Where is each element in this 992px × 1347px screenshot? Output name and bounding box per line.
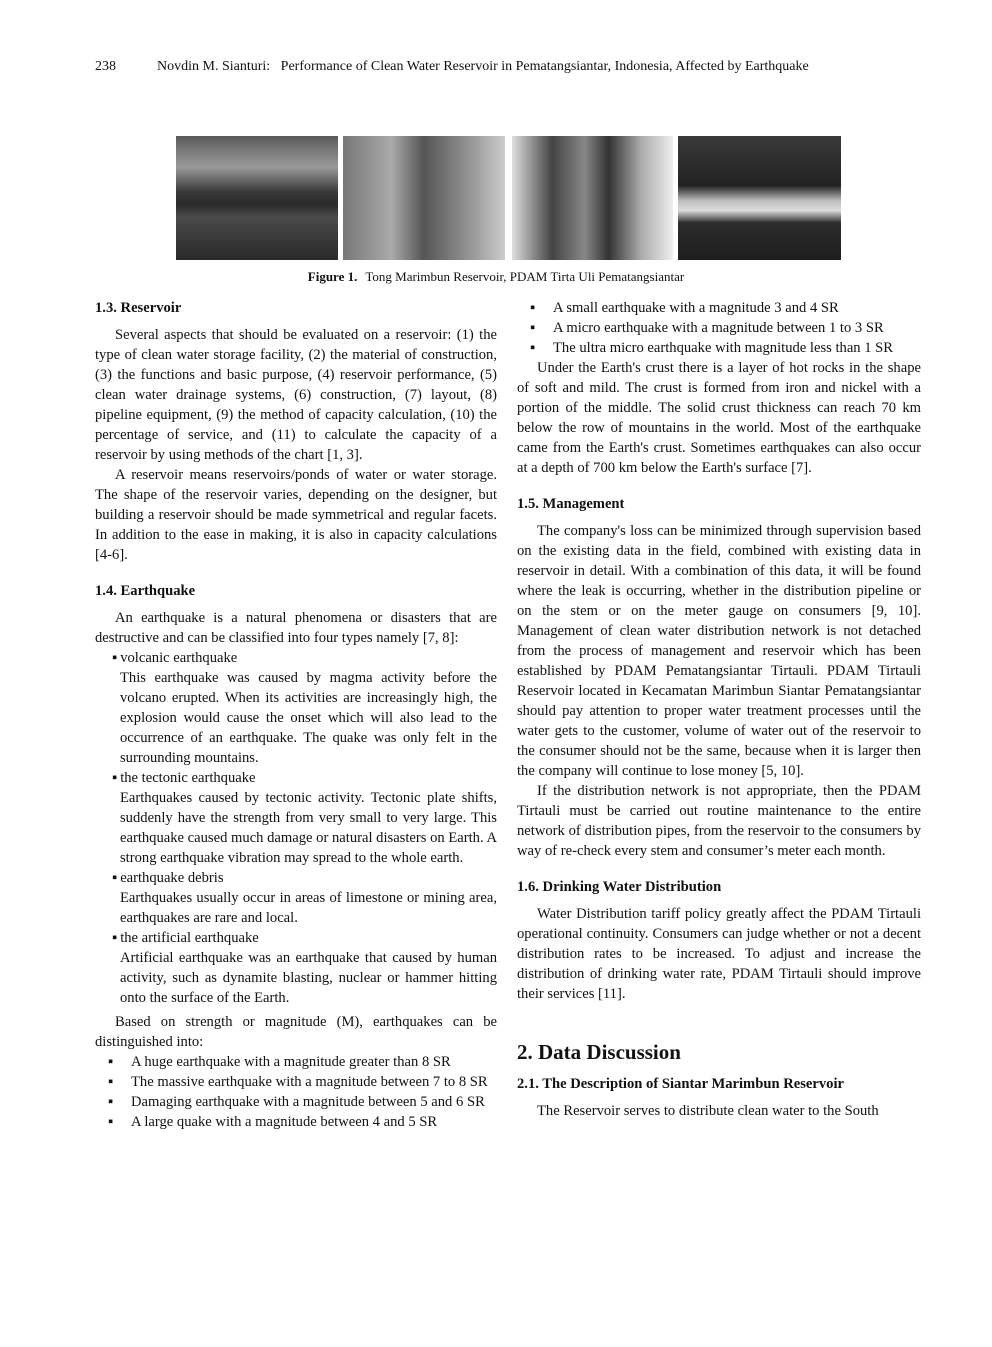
paragraph: The company's loss can be minimized through supervision based on the existing data in the field, combined with existing data in reservoir in detail. With a combination of this data, it will be found where the leak is occurring, whether in the distribution pipeline or on the stem or on the meter gauge on consumers [9, 10]. Management of clean water distribution network is not detached from the process of management and reservoir which has been established by PDAM Pematangsiantar Tirtauli. PDAM Tirtauli Reservoir located in Kecamatan Marimbun Siantar Pematangsiantar should pay attention to proper water treatment processes until the water gets to the customer, volume of water out of the reservoir to the consumer should not be the same, because when it is larger then the company will continue to lose money [5, 10].	[517, 523, 921, 779]
list-item-text: Artificial earthquake was an earthquake that caused by human activity, such as dynamite blasting, nuclear or hammer hitting onto the surface of the Earth.	[120, 950, 497, 1006]
earthquake-types-list	[120, 648, 497, 1008]
list-item-label: ▪ volcanic earthquake	[112, 648, 497, 668]
list-item-text: Earthquakes usually occur in areas of limestone or mining area, earthquakes are rare and local.	[120, 890, 497, 926]
figure-caption	[0, 269, 992, 285]
right-column	[517, 298, 921, 1121]
list-item-label: ▪ earthquake debris	[112, 868, 497, 888]
photo-reservoir-facility	[678, 136, 841, 260]
list-item-label: ▪ the tectonic earthquake	[112, 768, 497, 788]
figure-caption-text: Tong Marimbun Reservoir, PDAM Tirta Uli Pematangsiantar	[365, 269, 685, 284]
section-heading: 2.1. The Description of Siantar Marimbun Reservoir	[517, 1076, 844, 1092]
figure-1	[176, 136, 841, 260]
section-heading: 1.6. Drinking Water Distribution	[517, 879, 722, 895]
paragraph: If the distribution network is not appropriate, then the PDAM Tirtauli must be carried out routine maintenance to the entire network of distribution pipes, from the reservoir to the consumers by way of re-check every stem and consumer’s meter each month.	[517, 783, 921, 859]
figure-label: Figure 1.	[307, 269, 358, 284]
paragraph: A reservoir means reservoirs/ponds of water or water storage. The shape of the reservoir varies, depending on the designer, but building a reservoir should be made symmetrical and regular facets. In addition to the ease in making, it is also in capacity calculations [4-6].	[95, 467, 497, 563]
section-heading: 1.5. Management	[517, 496, 625, 512]
list-item-text: This earthquake was caused by magma activity before the volcano erupted. When its activities are increasingly high, the explosion would cause the onset which will also lead to the occurrence of an earthquake. The quake was only felt in the surrounding mountains.	[120, 670, 497, 766]
paragraph: An earthquake is a natural phenomena or disasters that are destructive and can be classified into four types namely [7, 8]:	[95, 610, 497, 646]
list-item: ▪ The ultra micro earthquake with magnitude less than 1 SR	[553, 338, 921, 358]
photo-reservoir-building	[343, 136, 505, 260]
list-item: ▪ A small earthquake with a magnitude 3 and 4 SR	[553, 298, 921, 318]
paragraph: Based on strength or magnitude (M), earthquakes can be distinguished into:	[95, 1014, 497, 1050]
paragraph: Several aspects that should be evaluated on a reservoir: (1) the type of clean water storage facility, (2) the material of construction, (3) the functions and basic purpose, (4) reservoir performance, (5) clean water drainage systems, (6) construction, (7) layout, (8) pipeline equipment, (9) the method of capacity calculation, (10) the percentage of service, and (11) to calculate the capacity of a reservoir by using methods of the chart [1, 3].	[95, 327, 497, 463]
header-title: Performance of Clean Water Reservoir in Pematangsiantar, Indonesia, Affected by Earthquake	[280, 59, 809, 74]
left-column	[95, 298, 497, 1132]
header-author: Novdin M. Sianturi:	[157, 59, 271, 74]
list-item-text: Earthquakes caused by tectonic activity. Tectonic plate shifts, suddenly have the strength from very small to very large. This earthquake caused much damage or natural disasters on Earth. A strong earthquake vibration may spread to the whole earth.	[120, 790, 497, 866]
paragraph: The Reservoir serves to distribute clean water to the South	[537, 1103, 879, 1119]
chapter-heading: 2. Data Discussion	[517, 1040, 681, 1064]
list-item: ▪ Damaging earthquake with a magnitude between 5 and 6 SR	[131, 1092, 497, 1112]
list-item-label: ▪ the artificial earthquake	[112, 928, 497, 948]
magnitude-list	[95, 1052, 497, 1132]
section-heading: 1.4. Earthquake	[95, 583, 196, 599]
list-item: ▪ A micro earthquake with a magnitude between 1 to 3 SR	[553, 318, 921, 338]
magnitude-list-continued	[517, 298, 921, 358]
running-header	[95, 59, 809, 75]
photo-reservoir-field	[176, 136, 338, 260]
paragraph: Under the Earth's crust there is a layer of hot rocks in the shape of soft and mild. The crust is formed from iron and nickel with a portion of the middle. The solid crust thickness can reach 70 km below the row of mountains in the world. Most of the earthquake came from the Earth's crust. Sometimes earthquakes can also occur at a depth of 700 km below the Earth's surface [7].	[517, 360, 921, 476]
paragraph: Water Distribution tariff policy greatly affect the PDAM Tirtauli operational continuity. Consumers can judge whether or not a decent distribution rates to be increased. To adjust and increase the distribution of drinking water rate, PDAM Tirtauli should improve their services [11].	[517, 906, 921, 1002]
section-heading: 1.3. Reservoir	[95, 300, 182, 316]
list-item: ▪ A huge earthquake with a magnitude greater than 8 SR	[131, 1052, 497, 1072]
list-item: ▪ A large quake with a magnitude between 4 and 5 SR	[131, 1112, 497, 1132]
page-number: 238	[95, 59, 116, 74]
list-item: ▪ The massive earthquake with a magnitude between 7 to 8 SR	[131, 1072, 497, 1092]
photo-reservoir-pipes	[512, 136, 673, 260]
